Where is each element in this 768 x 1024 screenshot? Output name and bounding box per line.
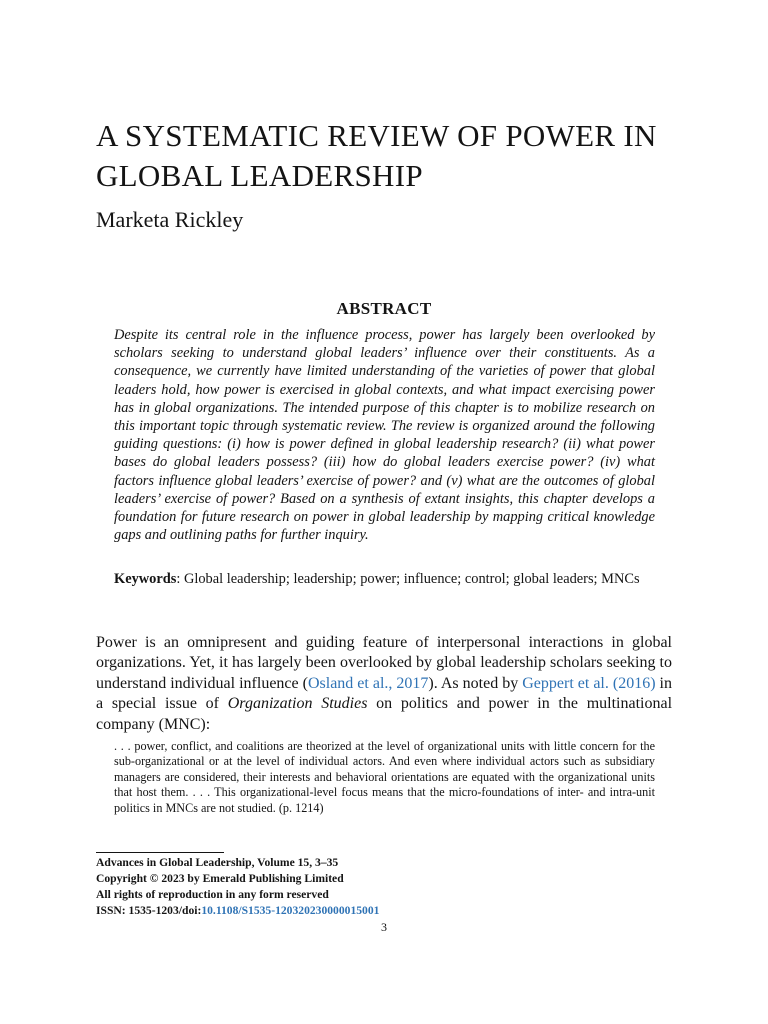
paper-title: A SYSTEMATIC REVIEW OF POWER IN GLOBAL LEADERSHIP xyxy=(96,118,657,193)
series-line: Advances in Global Leadership, Volume 15, 3–35 xyxy=(96,856,339,869)
keywords-separator: : xyxy=(176,571,184,587)
body-paragraph xyxy=(96,633,672,735)
issn-text: ISSN: 1535-1203/doi: xyxy=(96,904,202,917)
abstract-text: Despite its central role in the influence process, power has largely been overlooked by scholars seeking to understand global leaders’ influence over their constituents. As a consequence, we currently have limited understanding of the varieties of power that global leaders hold, how power is exercised in global contexts, and what impact exercising power has in global organizations. The intended purpose of this chapter is to mobilize research on this important topic through systematic review. The review is organized around the following guiding questions: (i) how is power defined in global leadership research? (ii) what power bases do global leaders possess? (iii) how do global leaders exercise power? (iv) what factors influence global leaders’ exercise of power? and (v) what are the outcomes of global leaders’ exercise of power? Based on a synthesis of extant insights, this chapter develops a foundation for future research on power in global leadership by mapping critical knowledge gaps and outlining paths for further inquiry. xyxy=(114,327,655,544)
citation-geppert[interactable]: Geppert et al. (2016) xyxy=(522,674,656,692)
issn-line xyxy=(96,903,672,919)
doi-link[interactable]: 10.1108/S1535-120320230000015001 xyxy=(201,904,380,917)
rights-line: All rights of reproduction in any form reserved xyxy=(96,888,329,901)
body-text-part1: Power is an omnipresent and guiding feature of interpersonal interactions in global organizations. Yet, it has largely been overlooked by global leadership scholars seeking to understand individual influence ( xyxy=(96,634,672,692)
author-name: Marketa Rickley xyxy=(96,207,244,232)
publication-footer xyxy=(96,855,672,919)
page-number: 3 xyxy=(381,920,387,934)
body-text-part2: ). As noted by xyxy=(428,674,523,692)
block-quote: . . . power, conflict, and coalitions are theorized at the level of organizational units with little concern for the sub-organizational or at the level of individual actors. And even where individual actors such as subsidiary managers are considered, their interests and behavioral orientations are equated with the organizational units that host them. . . . This organizational-level focus means that the micro-foundations of inter- and intra-unit politics in MNCs are not studied. (p. 1214) xyxy=(114,739,655,815)
keywords-label: Keywords xyxy=(114,571,177,587)
footnote-rule xyxy=(96,852,224,853)
citation-osland[interactable]: Osland et al., 2017 xyxy=(307,674,429,692)
journal-name: Organization Studies xyxy=(227,695,368,713)
copyright-line: Copyright © 2023 by Emerald Publishing Limited xyxy=(96,872,344,885)
abstract-heading: ABSTRACT xyxy=(336,299,432,318)
body-text-part3: in a special issue of xyxy=(96,674,673,713)
keywords-text: Global leadership; leadership; power; influence; control; global leaders; MNCs xyxy=(183,571,640,587)
keywords-section xyxy=(114,570,655,589)
body-text-part4: on politics and power in the multinational company (MNC): xyxy=(96,695,673,733)
